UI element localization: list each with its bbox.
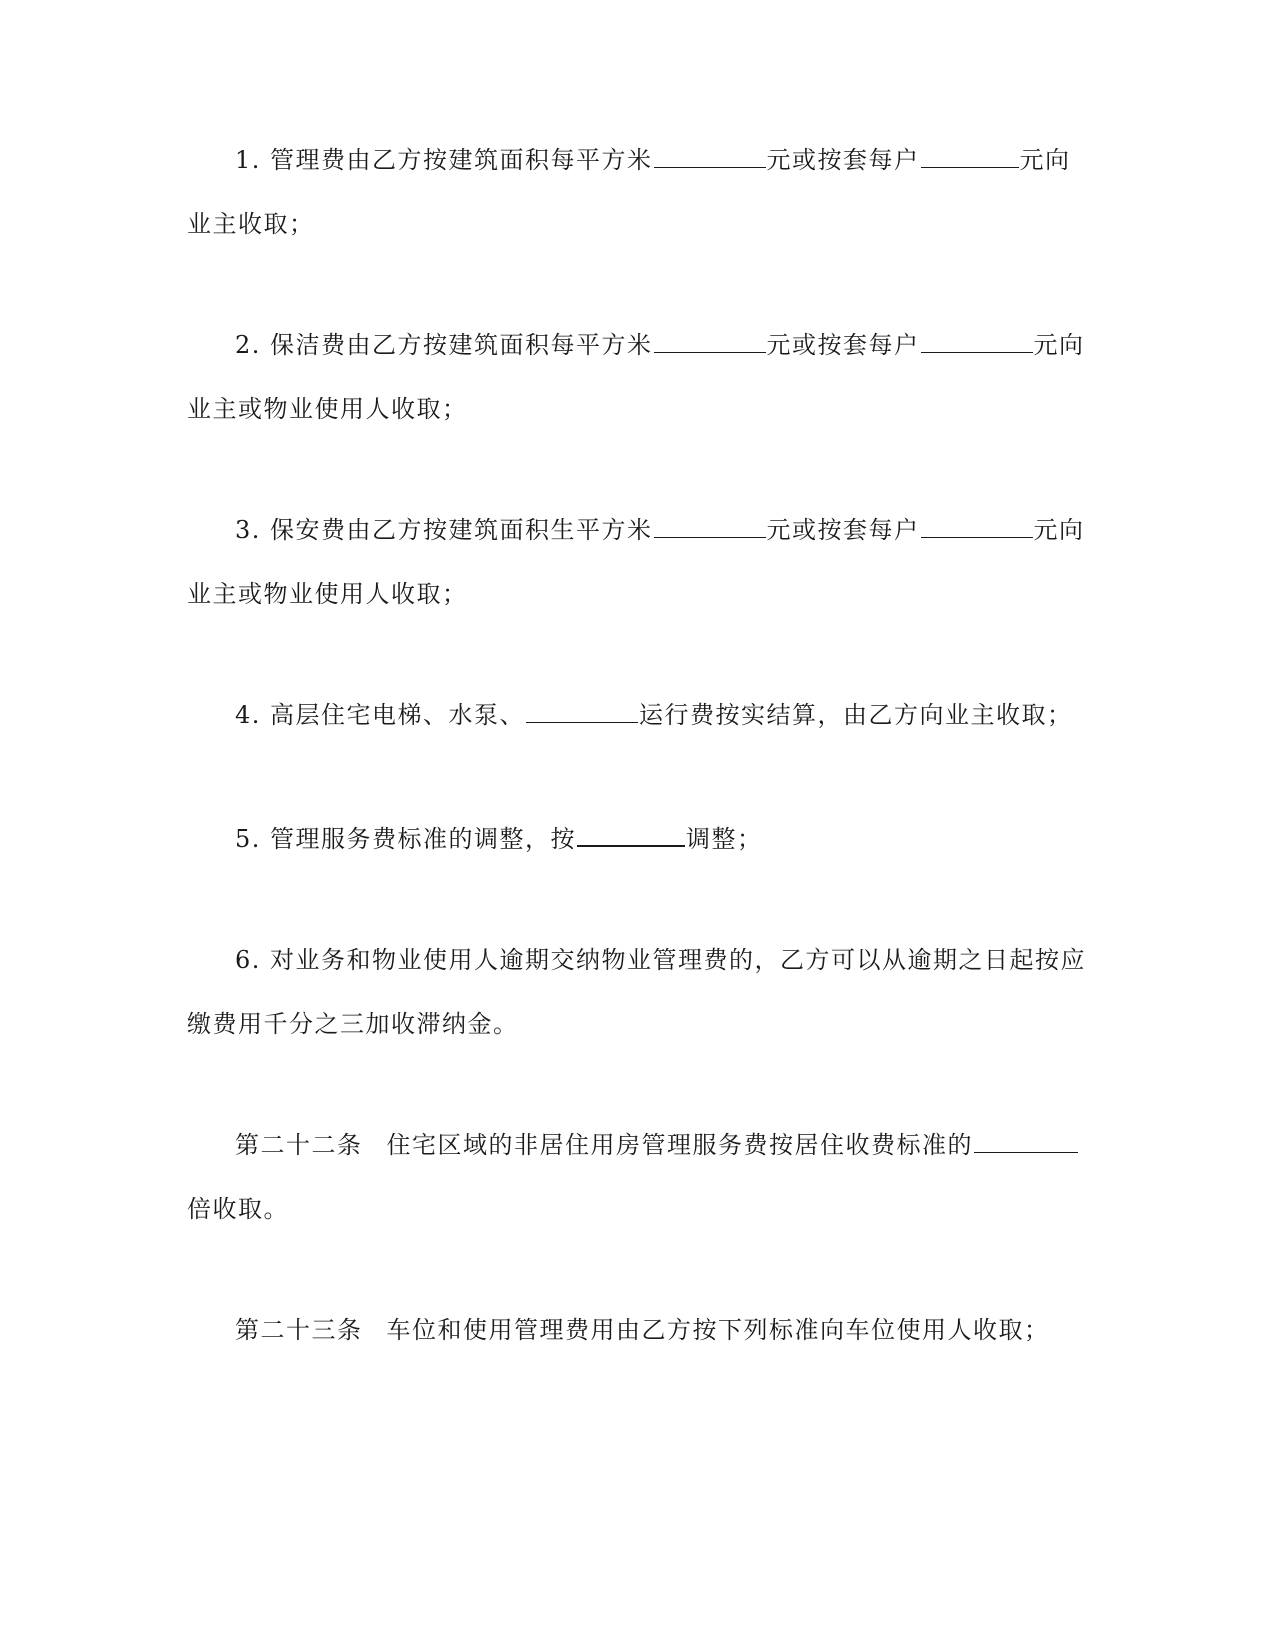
- article-23: [187, 1298, 1092, 1362]
- fee-item-1: [187, 128, 1092, 256]
- fill-blank[interactable]: [526, 700, 638, 723]
- item-text: 调整；: [686, 825, 763, 853]
- fee-item-5: [187, 807, 1092, 871]
- item-text: 保洁费由乙方按建筑面积每平方米: [270, 331, 653, 359]
- fee-item-6: [187, 928, 1092, 1056]
- item-text: 元或按套每户: [766, 146, 920, 174]
- fee-item-3: [187, 498, 1092, 626]
- item-number: 4.: [235, 701, 261, 729]
- article-text: 车位和使用管理费用由乙方按下列标准向车位使用人收取；: [386, 1316, 1050, 1344]
- article-22: [187, 1113, 1092, 1241]
- item-number: 1.: [235, 146, 261, 174]
- fill-blank[interactable]: [921, 330, 1033, 353]
- item-text: 管理费由乙方按建筑面积每平方米: [270, 146, 653, 174]
- item-text: 元向业主收取；: [187, 146, 1071, 238]
- item-text: 元或按套每户: [766, 516, 920, 544]
- item-number: 6.: [235, 946, 261, 974]
- article-title: 第二十二条: [235, 1131, 363, 1159]
- item-text: 高层住宅电梯、水泵、: [270, 701, 526, 729]
- fee-item-4: [187, 683, 1092, 747]
- fill-blank[interactable]: [921, 145, 1019, 168]
- article-title: 第二十三条: [235, 1316, 363, 1344]
- item-text: 对业务和物业使用人逾期交纳物业管理费的，乙方可以从逾期之日起按应缴费用千分之三加收滞纳金。: [187, 946, 1087, 1038]
- fill-blank[interactable]: [921, 515, 1033, 538]
- article-text: 倍收取。: [187, 1195, 289, 1223]
- article-text: 住宅区域的非居住用房管理服务费按居住收费标准的: [386, 1131, 973, 1159]
- fill-blank[interactable]: [577, 823, 685, 847]
- item-text: 元或按套每户: [766, 331, 920, 359]
- fill-blank[interactable]: [974, 1130, 1078, 1153]
- fill-blank[interactable]: [654, 145, 766, 168]
- item-text: 运行费按实结算，由乙方向业主收取；: [639, 701, 1073, 729]
- fill-blank[interactable]: [654, 515, 766, 538]
- item-text: 保安费由乙方按建筑面积生平方米: [270, 516, 653, 544]
- item-number: 5.: [235, 825, 261, 853]
- fill-blank[interactable]: [654, 330, 766, 353]
- item-text: 元向业主或物业使用人收取；: [187, 331, 1085, 423]
- item-text: 管理服务费标准的调整，按: [270, 825, 577, 853]
- item-number: 3.: [235, 516, 261, 544]
- item-text: 元向业主或物业使用人收取；: [187, 516, 1085, 608]
- fee-item-2: [187, 313, 1092, 441]
- item-number: 2.: [235, 331, 261, 359]
